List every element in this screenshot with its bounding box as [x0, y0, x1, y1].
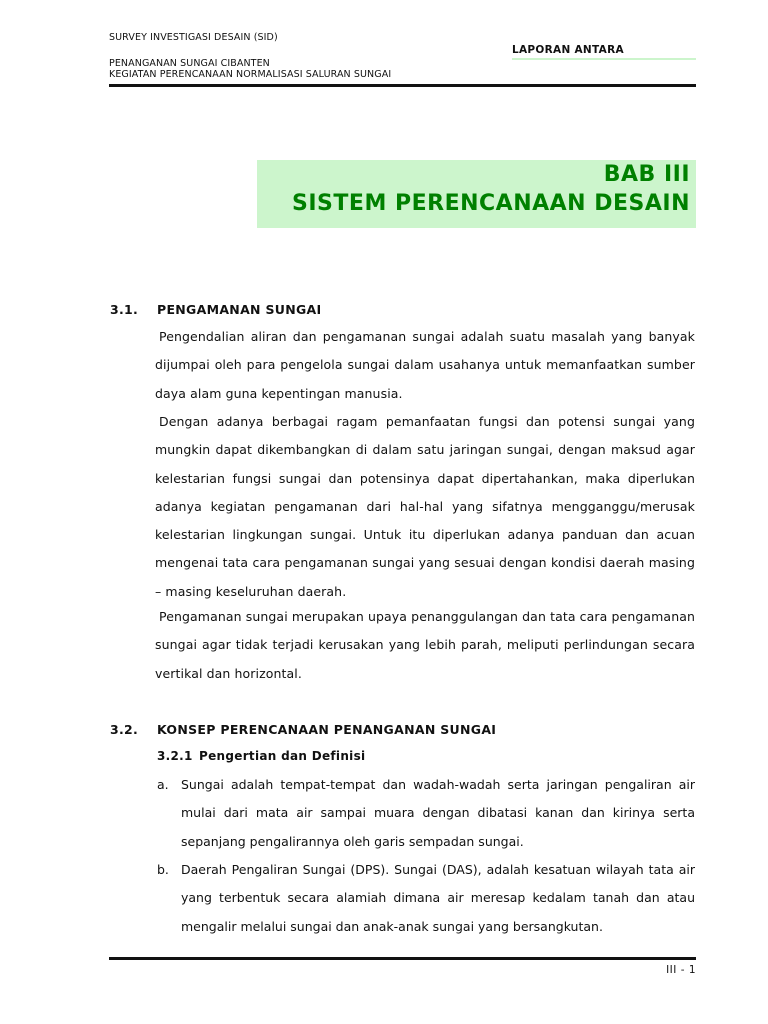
header-report-type: LAPORAN ANTARA	[512, 44, 624, 56]
subsection-number: 3.2.1	[157, 749, 193, 763]
subsection-title: Pengertian dan Definisi	[199, 749, 366, 763]
section-heading-3-1	[110, 302, 321, 317]
list-marker: a.	[157, 777, 169, 792]
section-number: 3.1.	[110, 302, 139, 317]
list-item-b	[157, 856, 695, 941]
paragraph-3-1-c: Pengamanan sungai merupakan upaya penanggulangan dan tata cara pengamanan sungai agar tidak terjadi kerusakan yang lebih parah, meliputi perlindungan secara vertikal dan horizontal.	[155, 609, 695, 681]
chapter-title: SISTEM PERENCANAAN DESAIN	[292, 191, 690, 216]
list-item-text: Daerah Pengaliran Sungai (DPS). Sungai (DAS), adalah kesatuan wilayah tata air yang terbentuk secara alamiah dimana air meresap kedalam tanah dan atau mengalir melalui sungai dan anak-anak sungai yang bersangkutan.	[181, 862, 695, 934]
footer-rule	[109, 957, 696, 960]
header-activity-title: KEGIATAN PERENCANAAN NORMALISASI SALURAN SUNGAI	[109, 69, 392, 80]
paragraph-3-1-a: Pengendalian aliran dan pengamanan sungai adalah suatu masalah yang banyak dijumpai oleh para pengelola sungai dalam usahanya untuk memanfaatkan sumber daya alam guna kepentingan manusia.	[155, 329, 695, 401]
header-report-underline	[512, 58, 696, 60]
chapter-banner	[257, 160, 696, 228]
section-number: 3.2.	[110, 722, 139, 737]
section-title: PENGAMANAN SUNGAI	[157, 302, 322, 317]
chapter-number: BAB III	[603, 162, 690, 187]
header-rule	[109, 84, 696, 87]
list-item-a	[157, 771, 695, 856]
list-marker: b.	[157, 862, 169, 877]
header-project-subtitle: PENANGANAN SUNGAI CIBANTEN	[109, 58, 270, 69]
list-item-text: Sungai adalah tempat-tempat dan wadah-wadah serta jaringan pengaliran air mulai dari mata air sampai muara dengan dibatasi kanan dan kirinya serta sepanjang pengalirannya oleh garis sempadan sungai.	[181, 777, 695, 849]
page-number: III - 1	[666, 964, 696, 976]
subsection-heading-3-2-1	[157, 749, 365, 763]
section-title: KONSEP PERENCANAAN PENANGANAN SUNGAI	[157, 722, 497, 737]
header-project-title: SURVEY INVESTIGASI DESAIN (SID)	[109, 32, 278, 43]
section-heading-3-2	[110, 722, 496, 737]
paragraph-3-1-b: Dengan adanya berbagai ragam pemanfaatan fungsi dan potensi sungai yang mungkin dapat dikembangkan di dalam satu jaringan sungai, dengan maksud agar kelestarian fungsi sungai dan potensinya dapat dipertahankan, maka diperlukan adanya kegiatan pengamanan dari hal-hal yang sifatnya mengganggu/merusak kelestarian lingkungan sungai. Untuk itu diperlukan adanya panduan dan acuan mengenai tata cara pengamanan sungai yang sesuai dengan kondisi daerah masing – masing keseluruhan daerah.	[155, 414, 695, 599]
